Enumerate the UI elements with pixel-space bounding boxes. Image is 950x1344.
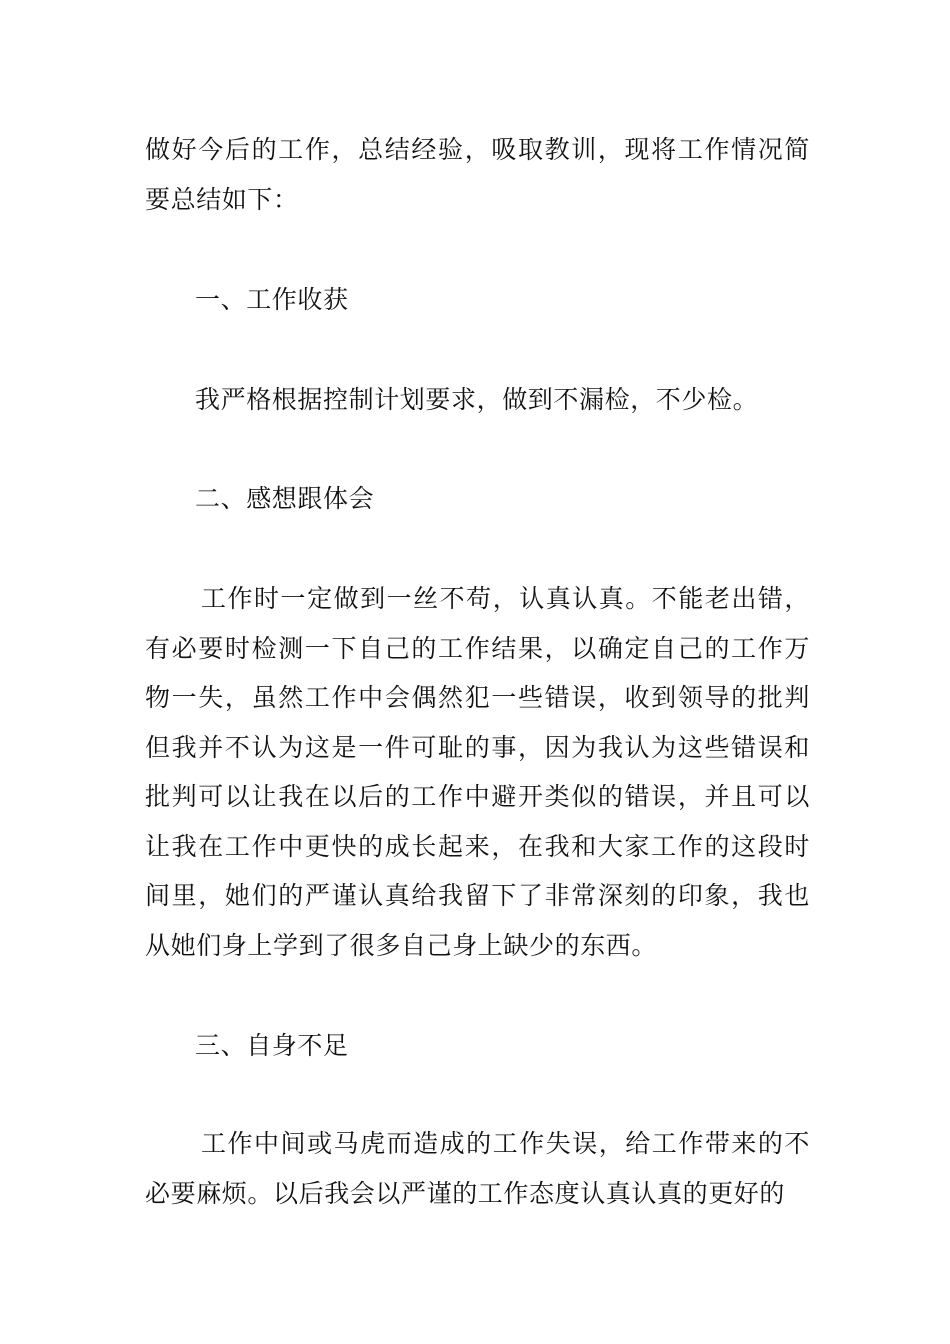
section-heading-shortcomings: 三、自身不足 xyxy=(195,1031,349,1060)
section-heading-reflections: 二、感想跟体会 xyxy=(195,484,375,513)
shortcomings-paragraph: 工作中间或马虎而造成的工作失误，给工作带来的不必要麻烦。以后我会以严谨的工作态度认真认真的更好的 xyxy=(145,1129,810,1208)
gains-paragraph: 我严格根据控制计划要求，做到不漏检，不少检。 xyxy=(195,385,759,414)
section-heading-gains: 一、工作收获 xyxy=(195,285,349,314)
reflections-paragraph: 工作时一定做到一丝不苟，认真认真。不能老出错，有必要时检测一下自己的工作结果，以确定自己的工作万物一失，虽然工作中会偶然犯一些错误，收到领导的批判但我并不认为这是一件可耻的事，因为我认为这些错误和批判可以让我在以后的工作中避开类似的错误，并且可以让我在工作中更快的成长起来，在我和大家工作的这段时间里，她们的严谨认真给我留下了非常深刻的印象，我也从她们身上学到了很多自己身上缺少的东西。 xyxy=(145,584,810,960)
intro-paragraph: 做好今后的工作，总结经验，吸取教训，现将工作情况简要总结如下： xyxy=(145,135,810,214)
